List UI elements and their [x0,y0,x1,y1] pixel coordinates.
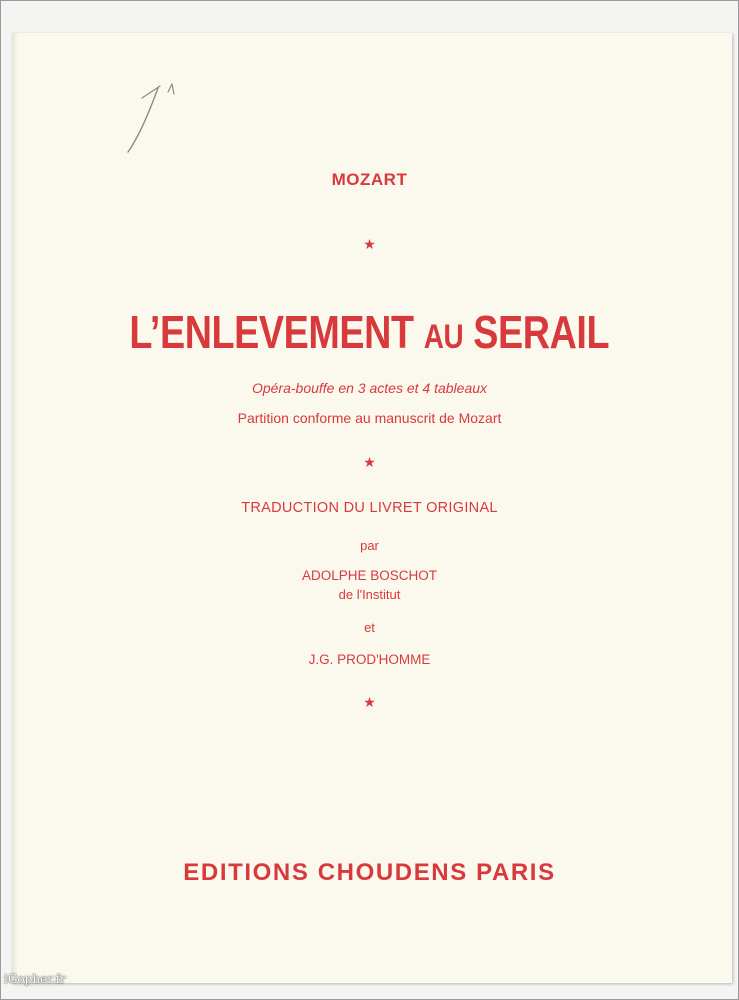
translation-heading: TRADUCTION DU LIVRET ORIGINAL [241,500,498,516]
book-title [66,307,672,362]
author-name: MOZART [331,170,408,189]
watermark-text: iGopher.fr [4,972,66,986]
translator-1-name: ADOLPHE BOSCHOT [301,568,438,583]
handwritten-annotation [120,80,190,160]
star-ornament-3: ★ [363,694,376,710]
star-ornament-2: ★ [363,454,376,470]
title-main: L’ENLEVEMENT [129,306,414,358]
book-subtitle: Opéra-bouffe en 3 actes et 4 tableaux [251,380,488,396]
by-text: par [360,538,379,553]
translator-2-name: J.G. PROD'HOMME [308,652,431,667]
title-end: SERAIL [473,306,610,358]
partition-note: Partition conforme au manuscrit de Mozart [237,410,502,426]
publisher-name: EDITIONS CHOUDENS PARIS [183,859,556,886]
and-text: et [364,620,375,635]
translator-1-affiliation: de l'Institut [338,587,401,602]
title-small: AU [423,318,464,356]
star-ornament-1: ★ [363,236,376,252]
